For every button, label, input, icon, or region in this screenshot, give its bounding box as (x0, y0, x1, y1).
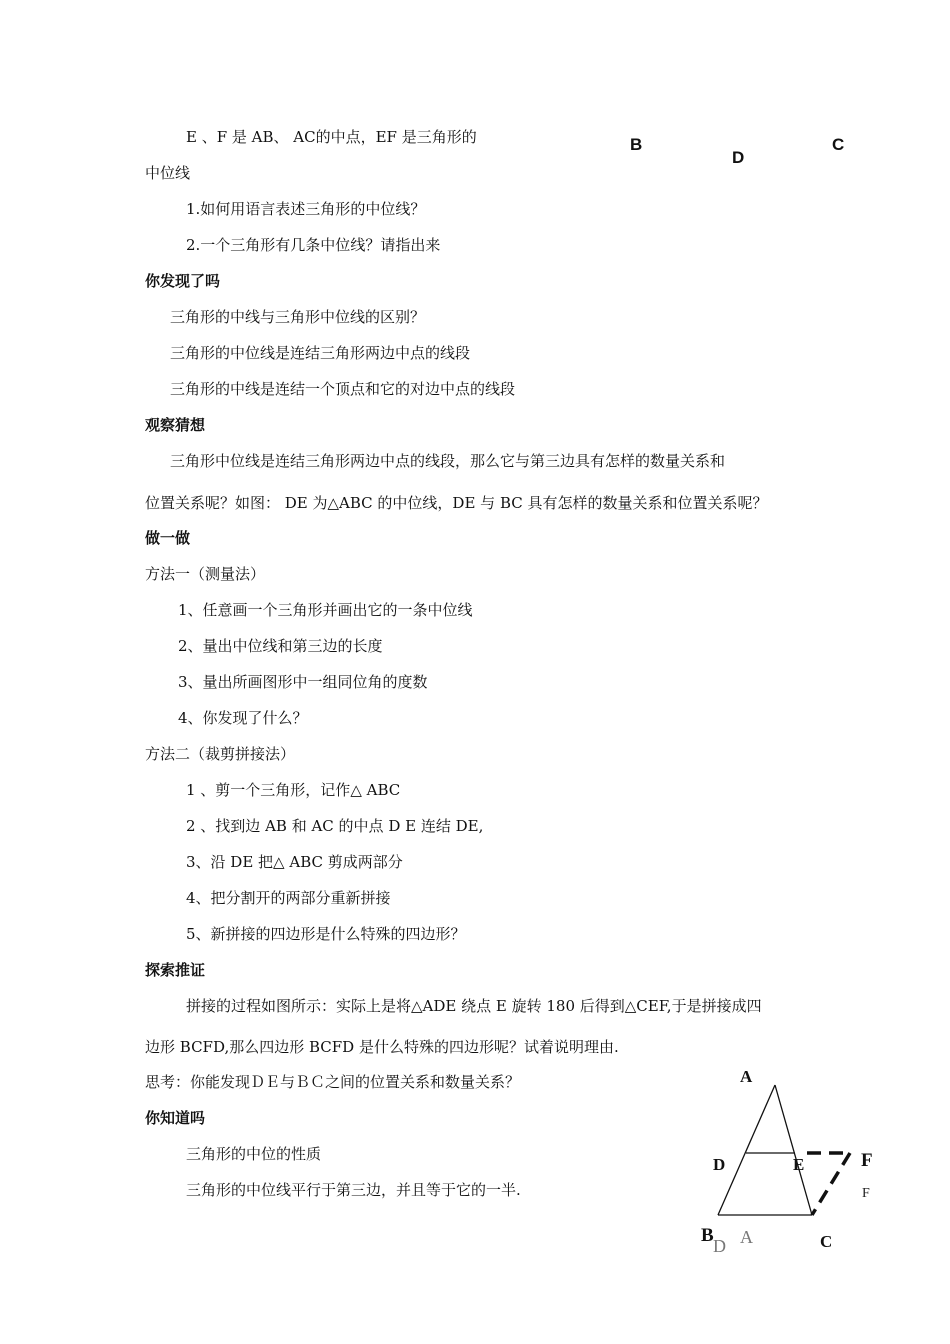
top-label-c: C (832, 135, 845, 154)
section-heading: 观察猜想 (145, 416, 206, 434)
text-line: 3、沿 DE 把△ ABC 剪成两部分 (186, 853, 403, 871)
text-line: 1、任意画一个三角形并画出它的一条中位线 (178, 601, 473, 619)
text-line: 拼接的过程如图所示：实际上是将△ADE 绕点 E 旋转 180 后得到△CEF,于是拼接成四 (186, 997, 762, 1015)
text-line: 方法一（测量法） (145, 565, 266, 583)
section-heading: 你发现了吗 (145, 272, 221, 290)
top-label-b: B (630, 135, 643, 154)
text-line: 方法二（裁剪拼接法） (145, 745, 296, 763)
text-line: 三角形的中位的性质 (186, 1145, 322, 1163)
text-line: E 、F 是 AB、 AC的中点，EF 是三角形的 (186, 128, 477, 146)
text-line: 2、量出中位线和第三边的长度 (178, 637, 383, 655)
side-ab (718, 1085, 775, 1215)
figure-label-f: F (861, 1150, 873, 1171)
section-heading: 做一做 (145, 529, 191, 547)
dashed-fc (812, 1153, 850, 1215)
text-line: 1.如何用语言表述三角形的中位线？ (186, 200, 426, 218)
text-line: 三角形中位线是连结三角形两边中点的线段，那么它与第三边具有怎样的数量关系和 (170, 452, 726, 470)
section-heading: 探索推证 (145, 961, 206, 979)
figure-label-e: E (793, 1155, 805, 1174)
figure-label-d: D (713, 1155, 726, 1174)
text-line: 三角形的中位线平行于第三边，并且等于它的一半. (186, 1181, 521, 1199)
text-line: 1 、剪一个三角形，记作△ ABC (186, 781, 401, 799)
text-line: 4、把分割开的两部分重新拼接 (186, 889, 391, 907)
text-line: 2.一个三角形有几条中位线？请指出来 (186, 236, 441, 254)
text-line: 三角形的中线是连结一个顶点和它的对边中点的线段 (170, 380, 516, 398)
side-ac (775, 1085, 812, 1215)
figure-label-a: A (740, 1067, 753, 1086)
figure-label-d-gray: D (713, 1236, 726, 1256)
text-line: 思考：你能发现ＤＥ与ＢＣ之间的位置关系和数量关系？ (145, 1073, 521, 1091)
text-line: 2 、找到边 AB 和 AC 的中点 D E 连结 DE, (186, 817, 484, 835)
text-line: 5、新拼接的四边形是什么特殊的四边形？ (186, 925, 466, 943)
figure-label-a-gray: A (740, 1227, 753, 1247)
figure-label-c: C (820, 1232, 833, 1251)
text-line: 3、量出所画图形中一组同位角的度数 (178, 673, 428, 691)
figure-label-b: B (701, 1225, 714, 1246)
top-label-d: D (732, 148, 745, 167)
text-line: 中位线 (145, 164, 191, 182)
text-line: 三角形的中线与三角形中位线的区别？ (170, 308, 426, 326)
section-heading: 你知道吗 (145, 1109, 206, 1127)
figure-label-f-small: F (862, 1186, 870, 1201)
text-line: 位置关系呢？如图： DE 为△ABC 的中位线，DE 与 BC 具有怎样的数量关系和位置关系呢？ (145, 494, 768, 512)
text-line: 三角形的中位线是连结三角形两边中点的线段 (170, 344, 471, 362)
text-line: 边形 BCFD,那么四边形 BCFD 是什么特殊的四边形呢？试着说明理由. (145, 1038, 619, 1056)
text-line: 4、你发现了什么？ (178, 709, 308, 727)
